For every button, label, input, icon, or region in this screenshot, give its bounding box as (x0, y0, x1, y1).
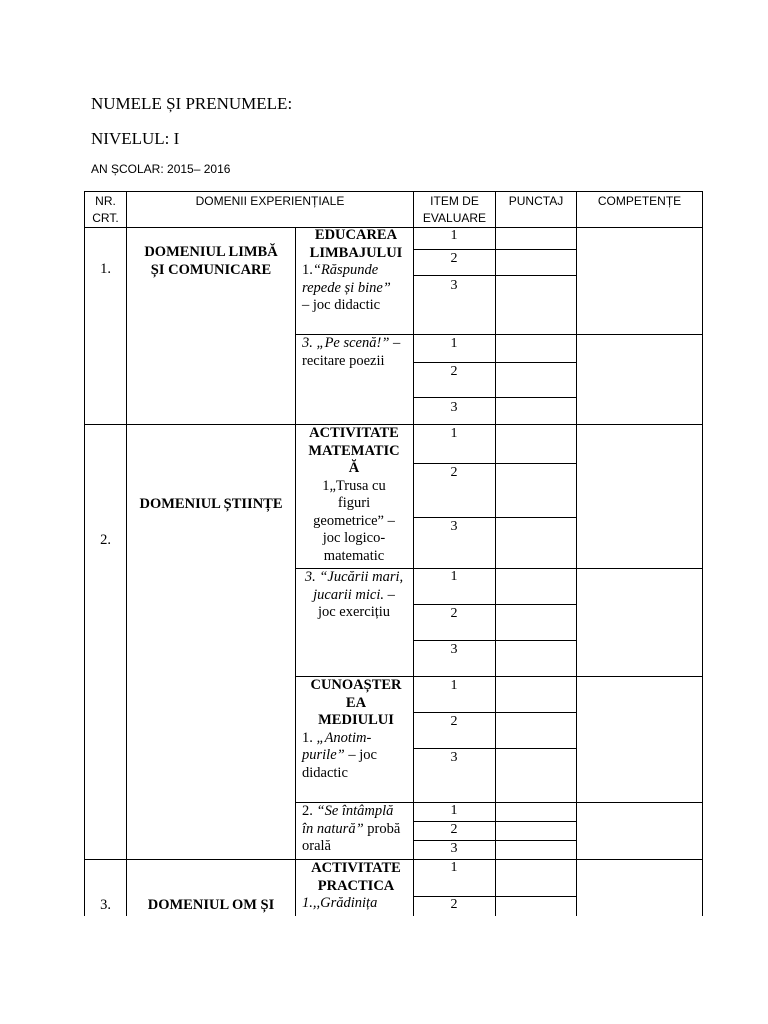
item-number: 3 (450, 519, 458, 534)
item-number: 2 (450, 897, 458, 912)
row-number: 3. (100, 897, 111, 913)
activity-cell: CUNOAȘTER EA MEDIULUI 1. „Anotim- purile” – joc didactic (302, 677, 402, 781)
item-number: 1 (450, 426, 458, 441)
domain-label: DOMENIUL LIMBĂ ȘI COMUNICARE (144, 244, 278, 278)
item-number: 2 (450, 714, 458, 729)
item-number: 1 (450, 569, 458, 584)
item-number: 1 (450, 228, 458, 243)
item-number: 3 (450, 642, 458, 657)
item-number: 2 (450, 606, 458, 621)
item-number: 2 (450, 822, 458, 837)
activity-cell: 3. “Jucării mari, jucarii mici. – joc exercițiu (304, 569, 404, 620)
item-number: 1 (450, 678, 458, 693)
item-number: 1 (450, 860, 458, 875)
school-year-label: AN ȘCOLAR: 2015– 2016 (91, 162, 231, 176)
activity-cell: ACTIVITATE PRACTICA 1.,,Grădinița (302, 860, 401, 911)
column-header-domains: DOMENII EXPERIENȚIALE (195, 194, 345, 208)
column-header-score: PUNCTAJ (508, 194, 564, 208)
item-number: 1 (450, 336, 458, 351)
row-number: 1. (100, 261, 111, 277)
name-label: NUMELE ȘI PRENUMELE: (91, 94, 293, 113)
column-header-nr: NR. CRT. (92, 194, 119, 225)
item-number: 3 (450, 750, 458, 765)
item-number: 2 (450, 251, 458, 266)
item-number: 3 (450, 841, 458, 856)
activity-cell: ACTIVITATE MATEMATIC Ă 1„Trusa cu figuri geometrice” – joc logico- matematic (308, 425, 400, 564)
row-number: 2. (100, 532, 111, 548)
column-header-competences: COMPETENȚE (597, 194, 682, 208)
column-header-item: ITEM DE EVALUARE (422, 194, 487, 225)
item-number: 1 (450, 803, 458, 818)
domain-label: DOMENIUL OM ȘI (147, 897, 275, 913)
item-number: 3 (450, 400, 458, 415)
level-label: NIVELUL: I (91, 129, 180, 148)
item-number: 2 (450, 364, 458, 379)
activity-cell: 3. „Pe scenă!” – recitare poezii (302, 335, 401, 369)
item-number: 2 (450, 465, 458, 480)
activity-cell: EDUCAREA LIMBAJULUI 1.“Răspunde repede și bine” – joc didactic (302, 227, 403, 313)
activity-cell: 2. “Se întâmplă în natură” probă orală (302, 803, 401, 854)
item-number: 3 (450, 278, 458, 293)
domain-label: DOMENIUL ȘTIINȚE (139, 496, 283, 512)
